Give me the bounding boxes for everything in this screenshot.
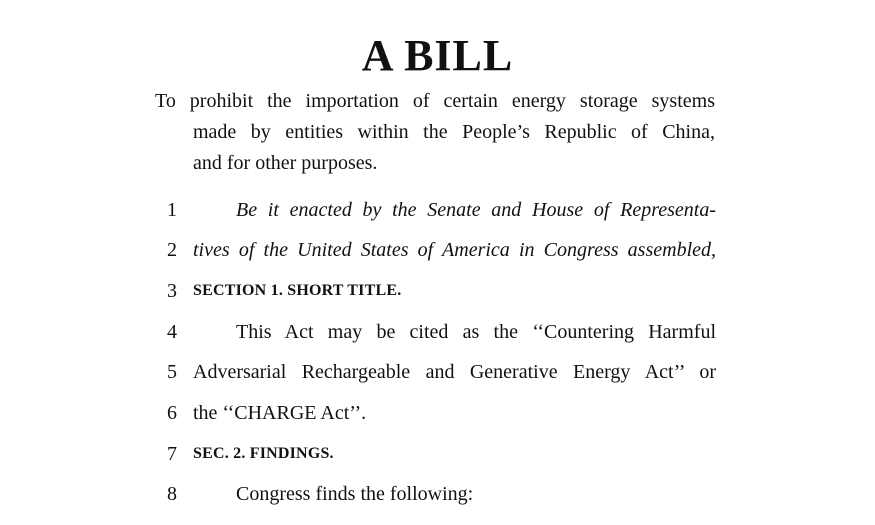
enacting-clause-line-2: tives of the United States of America in Congress assembled, <box>193 239 716 261</box>
line-number: 2 <box>167 239 177 261</box>
bill-line <box>0 474 875 514</box>
bill-title: A BILL <box>361 31 514 80</box>
purpose-line-1: To prohibit the importation of certain energy storage systems <box>155 90 715 112</box>
line-number: 8 <box>167 483 177 505</box>
section-2-heading: SEC. 2. FINDINGS. <box>193 445 334 462</box>
line-number: 4 <box>167 321 177 343</box>
section-1-text-line-3: the ‘‘CHARGE Act’’. <box>193 402 367 424</box>
section-1-text-line-2: Adversarial Rechargeable and Generative Energy Act’’ or <box>193 361 716 383</box>
section-1-text-line-1: This Act may be cited as the ‘‘Countering Harmful <box>236 321 716 343</box>
bill-line <box>0 230 875 270</box>
line-number: 3 <box>167 280 177 302</box>
bill-line <box>0 352 875 392</box>
purpose-line-3: and for other purposes. <box>193 152 378 174</box>
line-number: 1 <box>167 199 177 221</box>
line-number: 6 <box>167 402 177 424</box>
section-2-text-line-1: Congress finds the following: <box>236 483 474 505</box>
section-1-heading: SECTION 1. SHORT TITLE. <box>193 282 402 299</box>
bill-line <box>0 312 875 352</box>
bill-line <box>0 434 875 474</box>
bill-line <box>0 190 875 230</box>
purpose-line-2: made by entities within the People’s Republic of China, <box>193 121 715 143</box>
line-number: 7 <box>167 443 177 465</box>
bill-line <box>0 271 875 311</box>
bill-line <box>0 393 875 433</box>
enacting-clause-line-1: Be it enacted by the Senate and House of Representa- <box>236 199 716 221</box>
line-number: 5 <box>167 361 177 383</box>
